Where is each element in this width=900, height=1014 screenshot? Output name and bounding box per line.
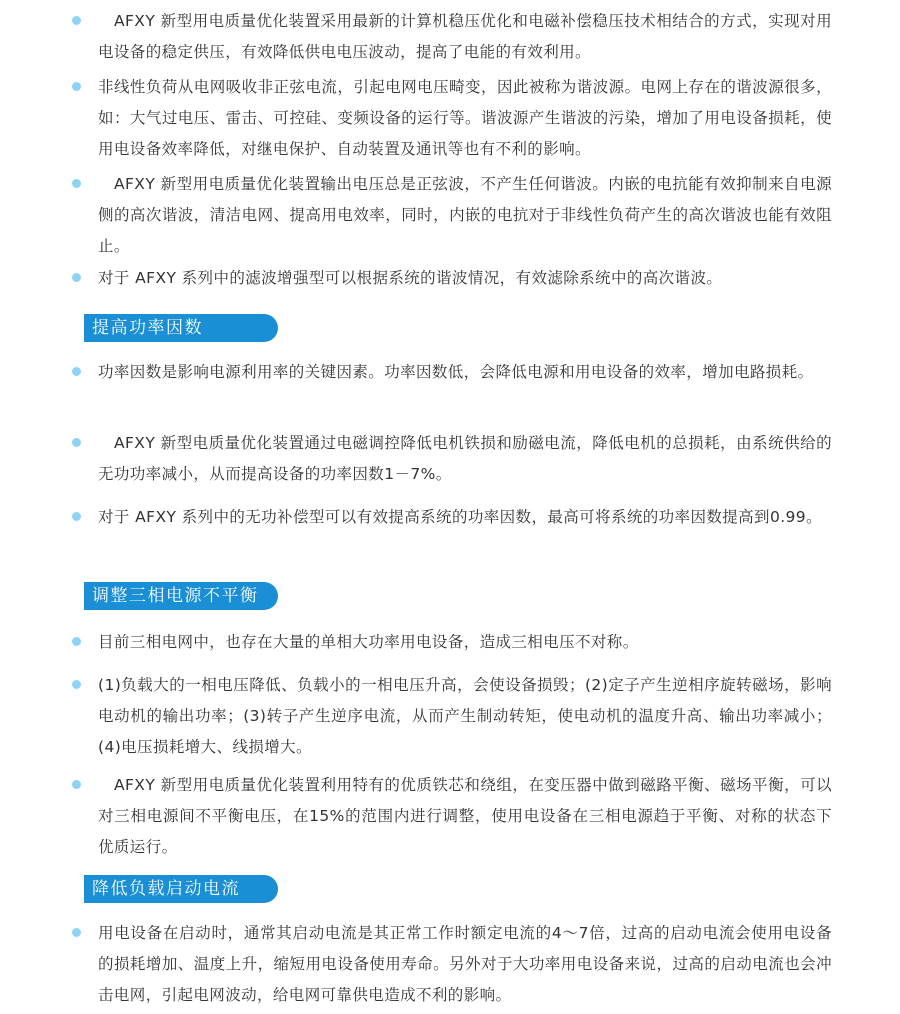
list-item	[72, 357, 832, 388]
list-item	[72, 169, 832, 262]
list-item	[72, 72, 832, 165]
list-item	[72, 6, 832, 68]
bullet-dot-icon	[72, 438, 81, 447]
paragraph-text: AFXY 新型用电质量优化装置输出电压总是正弦波，不产生任何谐波。内嵌的电抗能有效抑制来自电源侧的高次谐波，清洁电网、提高用电效率，同时，内嵌的电抗对于非线性负荷产生的高次谐波也能有效阻止。	[98, 175, 832, 255]
list-item	[72, 670, 832, 763]
paragraph-text: (1)负载大的一相电压降低、负载小的一相电压升高，会使设备损毁；(2)定子产生逆相序旋转磁场，影响电动机的输出功率；(3)转子产生逆序电流，从而产生制动转矩，使电动机的温度升高、输出功率减小；(4)电压损耗增大、线损增大。	[98, 676, 832, 756]
section-header-startup-current: 降低负载启动电流	[84, 875, 278, 903]
list-item	[72, 918, 832, 1011]
paragraph-text: 用电设备在启动时，通常其启动电流是其正常工作时额定电流的4～7倍，过高的启动电流会使用电设备的损耗增加、温度上升，缩短用电设备使用寿命。另外对于大功率用电设备来说，过高的启动电流也会冲击电网，引起电网波动，给电网可靠供电造成不利的影响。	[98, 924, 832, 1004]
paragraph-text: AFXY 新型电质量优化装置通过电磁调控降低电机铁损和励磁电流，降低电机的总损耗，由系统供给的无功功率减小，从而提高设备的功率因数1－7%。	[98, 434, 832, 483]
list-item	[72, 770, 832, 863]
list-item	[72, 502, 832, 533]
list-item	[72, 627, 832, 658]
paragraph-text: 功率因数是影响电源利用率的关键因素。功率因数低，会降低电源和用电设备的效率，增加电路损耗。	[98, 363, 814, 381]
paragraph-text: AFXY 新型用电质量优化装置采用最新的计算机稳压优化和电磁补偿稳压技术相结合的方式，实现对用电设备的稳定供压，有效降低供电电压波动，提高了电能的有效利用。	[98, 12, 832, 61]
paragraph-text: 对于 AFXY 系列中的无功补偿型可以有效提高系统的功率因数，最高可将系统的功率因数提高到0.99。	[98, 508, 822, 526]
bullet-dot-icon	[72, 367, 81, 376]
bullet-dot-icon	[72, 680, 81, 689]
list-item	[72, 263, 832, 294]
bullet-dot-icon	[72, 179, 81, 188]
paragraph-text: AFXY 新型用电质量优化装置利用特有的优质铁芯和绕组，在变压器中做到磁路平衡、磁场平衡，可以对三相电源间不平衡电压，在15%的范围内进行调整，使用电设备在三相电源趋于平衡、对称的状态下优质运行。	[98, 776, 832, 856]
paragraph-text: 非线性负荷从电网吸收非正弦电流，引起电网电压畸变，因此被称为谐波源。电网上存在的谐波源很多，如：大气过电压、雷击、可控硅、变频设备的运行等。谐波源产生谐波的污染，增加了用电设备损耗，使用电设备效率降低，对继电保护、自动装置及通讯等也有不利的影响。	[98, 78, 832, 158]
bullet-dot-icon	[72, 637, 81, 646]
bullet-dot-icon	[72, 273, 81, 282]
paragraph-text: 目前三相电网中，也存在大量的单相大功率用电设备，造成三相电压不对称。	[98, 633, 639, 651]
section-header-power-factor: 提高功率因数	[84, 314, 278, 342]
section-header-three-phase-balance: 调整三相电源不平衡	[84, 582, 278, 610]
list-item	[72, 428, 832, 490]
bullet-dot-icon	[72, 512, 81, 521]
bullet-dot-icon	[72, 82, 81, 91]
paragraph-text: 对于 AFXY 系列中的滤波增强型可以根据系统的谐波情况，有效滤除系统中的高次谐波。	[98, 269, 723, 287]
bullet-dot-icon	[72, 16, 81, 25]
bullet-dot-icon	[72, 780, 81, 789]
bullet-dot-icon	[72, 928, 81, 937]
